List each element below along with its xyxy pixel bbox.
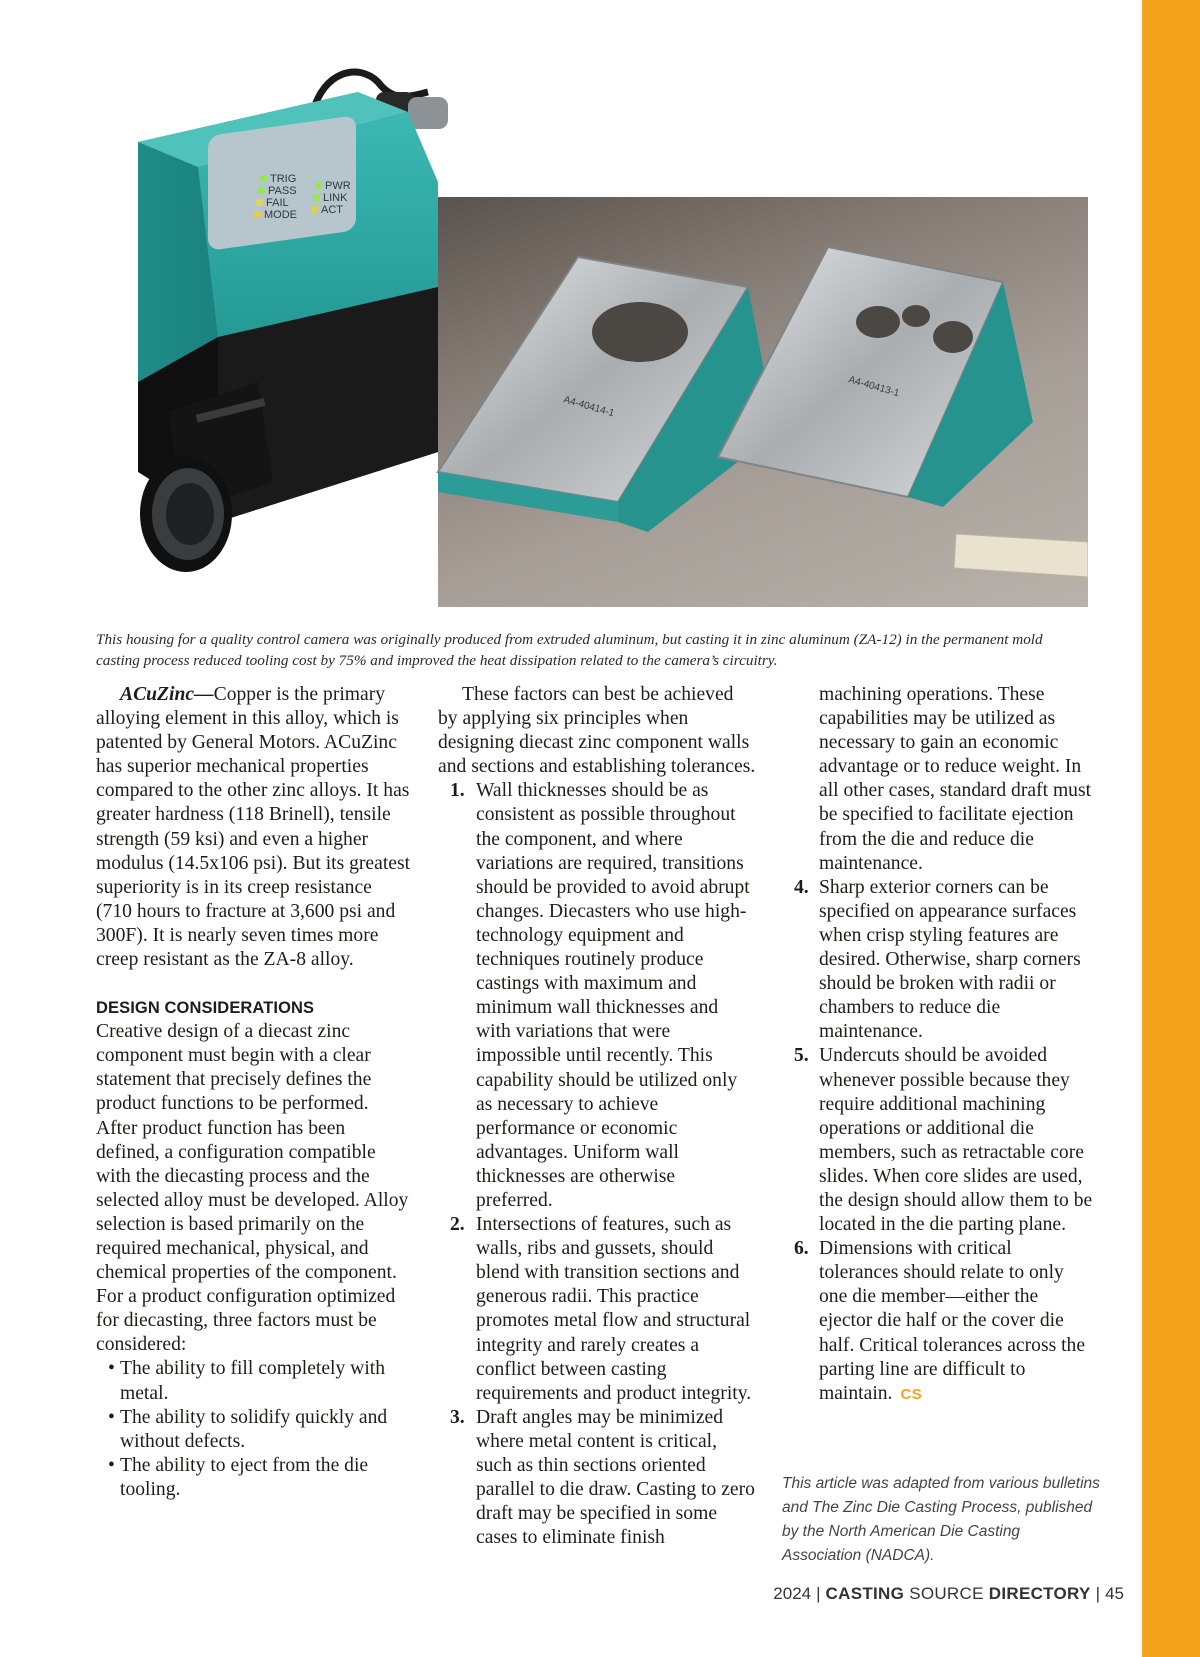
design-paragraph: Creative design of a diecast zinc component must begin with a clear statement that precisely defines the product functions to be performed. After product function has been defined, a configuration compatible with the diecasting process and the selected alloy must be developed. Alloy selection is based primarily on the required mechanical, physical, and chemical properties of the component. For a product configuration optimized for diecasting, three factors must be considered: <box>96 1021 409 1356</box>
list-text: Undercuts should be avoided whenever possible because they require additional machining operations or additional die members, such as retractable core slides. When core slides are used, the design should allow them to be located in the die parting plane. <box>819 1045 1093 1236</box>
article-credit: This article was adapted from various bulletins and The Zinc Die Casting Process, published by the North American Die Casting Association (NADCA). <box>782 1474 1100 1564</box>
continuation-text: machining operations. These capabilities may be utilized as necessary to gain an economic advantage or to reduce weight. In all other cases, standard draft must be specified to facilitate ejection from the die and reduce die maintenance. <box>819 684 1092 874</box>
led-label: PWR <box>325 180 351 192</box>
led-label: LINK <box>323 192 348 204</box>
footer-separator: | <box>1095 1584 1101 1603</box>
lead-term: ACuZinc— <box>120 684 214 705</box>
publication-name-part: SOURCE <box>909 1584 984 1603</box>
list-number: 3. <box>450 1406 465 1428</box>
led-icon <box>260 175 267 182</box>
led-label: FAIL <box>266 197 289 209</box>
principles-intro: These factors can best be achieved by applying six principles when designing diecast zinc component walls and sections and establishing tolerances. <box>438 684 756 778</box>
footer-year: 2024 <box>773 1584 812 1603</box>
acuzinc-paragraph <box>96 683 412 972</box>
list-number: 2. <box>450 1214 465 1236</box>
part-label-1: A4-40414-1 <box>562 394 616 420</box>
led-icon <box>311 206 318 213</box>
list-text: Wall thicknesses should be as consistent as possible throughout the component, and where variations are required, transitions should be provided to avoid abrupt changes. Diecasters who use high-technology equipment and techniques routinely produce castings with maximum and minimum wall thicknesses and with variations that were impossible until recently. This capability should be utilized only as necessary to achieve performance or economic advantages. Uniform wall thicknesses are otherwise preferred. <box>476 780 750 1211</box>
publication-name <box>826 1584 1091 1603</box>
principles-list <box>438 779 756 1550</box>
housing-part-2 <box>718 247 1033 507</box>
publication-name-part: CASTING <box>825 1584 905 1603</box>
page-number: 45 <box>1105 1584 1124 1603</box>
ruler <box>954 534 1088 577</box>
part-label-2: A4-40413-1 <box>847 374 901 400</box>
factor-list <box>96 1357 412 1502</box>
list-text: Intersections of features, such as walls, ribs and gussets, should blend with transition sections and generous radii. This practice promotes metal flow and structural integrity and rarely creates a conflict between casting requirements and product integrity. <box>476 1214 752 1404</box>
section-heading: DESIGN CONSIDERATIONS <box>96 999 315 1018</box>
end-mark-logo: CS <box>900 1385 923 1403</box>
housing-part-1 <box>438 257 776 532</box>
list-text: Sharp exterior corners can be specified on appearance surfaces when crisp styling features are desired. Otherwise, sharp corners should be broken with radii or chambers to reduce die maintenance. <box>819 876 1081 1043</box>
acuzinc-text: Copper is the primary alloying element in this alloy, which is patented by General Motors. ACuZinc has superior mechanical properties compared to the other zinc alloys. It has greater hardness (118 Brinell), tensile strength (59 ksi) and even a higher modulus (14.5x106 psi). But its greatest superiority is in its creep resistance (710 hours to fracture at 3,600 psi and 300F). It is nearly seven times more creep resistant as the ZA-8 alloy. <box>96 684 411 971</box>
footer-separator: | <box>816 1584 821 1603</box>
list-number: 4. <box>794 876 809 898</box>
publication-name-part: DIRECTORY <box>988 1584 1091 1603</box>
led-label: TRIG <box>270 173 297 185</box>
led-icon <box>256 199 263 206</box>
column-2 <box>438 683 756 1550</box>
list-number: 1. <box>450 780 465 802</box>
photo-caption: This housing for a quality control camera was originally produced from extruded aluminum, but casting it in zinc aluminum (ZA-12) in the permanent mold casting process reduced tooling cost by 75% and improved the heat dissipation related to the camera’s circuitry. <box>96 631 1043 670</box>
list-item: • The ability to solidify quickly and without defects. <box>96 1406 412 1454</box>
led-icon <box>254 211 261 218</box>
camera-connector <box>408 97 448 129</box>
list-item <box>438 779 756 1213</box>
led-label: PASS <box>268 185 297 197</box>
column-3 <box>794 683 1094 1407</box>
list-item <box>438 1406 756 1551</box>
list-item <box>438 1213 756 1406</box>
accent-side-bar <box>1142 0 1200 1657</box>
led-icon <box>315 182 322 189</box>
list-item <box>794 876 1094 1045</box>
led-label: MODE <box>264 209 297 221</box>
principles-list-continued <box>794 876 1094 1407</box>
led-label: ACT <box>321 204 343 216</box>
list-text: Dimensions with critical tolerances should relate to only one die member—either the ejector die half or the cover die half. Critical tolerances across the parting line are difficult to maintain. <box>819 1238 1086 1404</box>
photo-illustration <box>108 52 1088 608</box>
led-icon <box>313 194 320 201</box>
list-number: 5. <box>794 1045 809 1067</box>
list-item <box>794 1237 1094 1407</box>
list-item <box>794 1044 1094 1237</box>
led-icon <box>258 187 265 194</box>
product-photo <box>108 52 1088 608</box>
list-number: 6. <box>794 1238 809 1260</box>
page-footer <box>773 1584 1124 1604</box>
list-item: • The ability to eject from the die tooling. <box>96 1454 412 1502</box>
column-1 <box>96 683 412 1502</box>
list-text: Draft angles may be minimized where metal content is critical, such as thin sections oriented parallel to die draw. Casting to zero draft may be specified in some cases to eliminate finish <box>476 1406 755 1549</box>
list-item: • The ability to fill completely with metal. <box>96 1357 412 1405</box>
